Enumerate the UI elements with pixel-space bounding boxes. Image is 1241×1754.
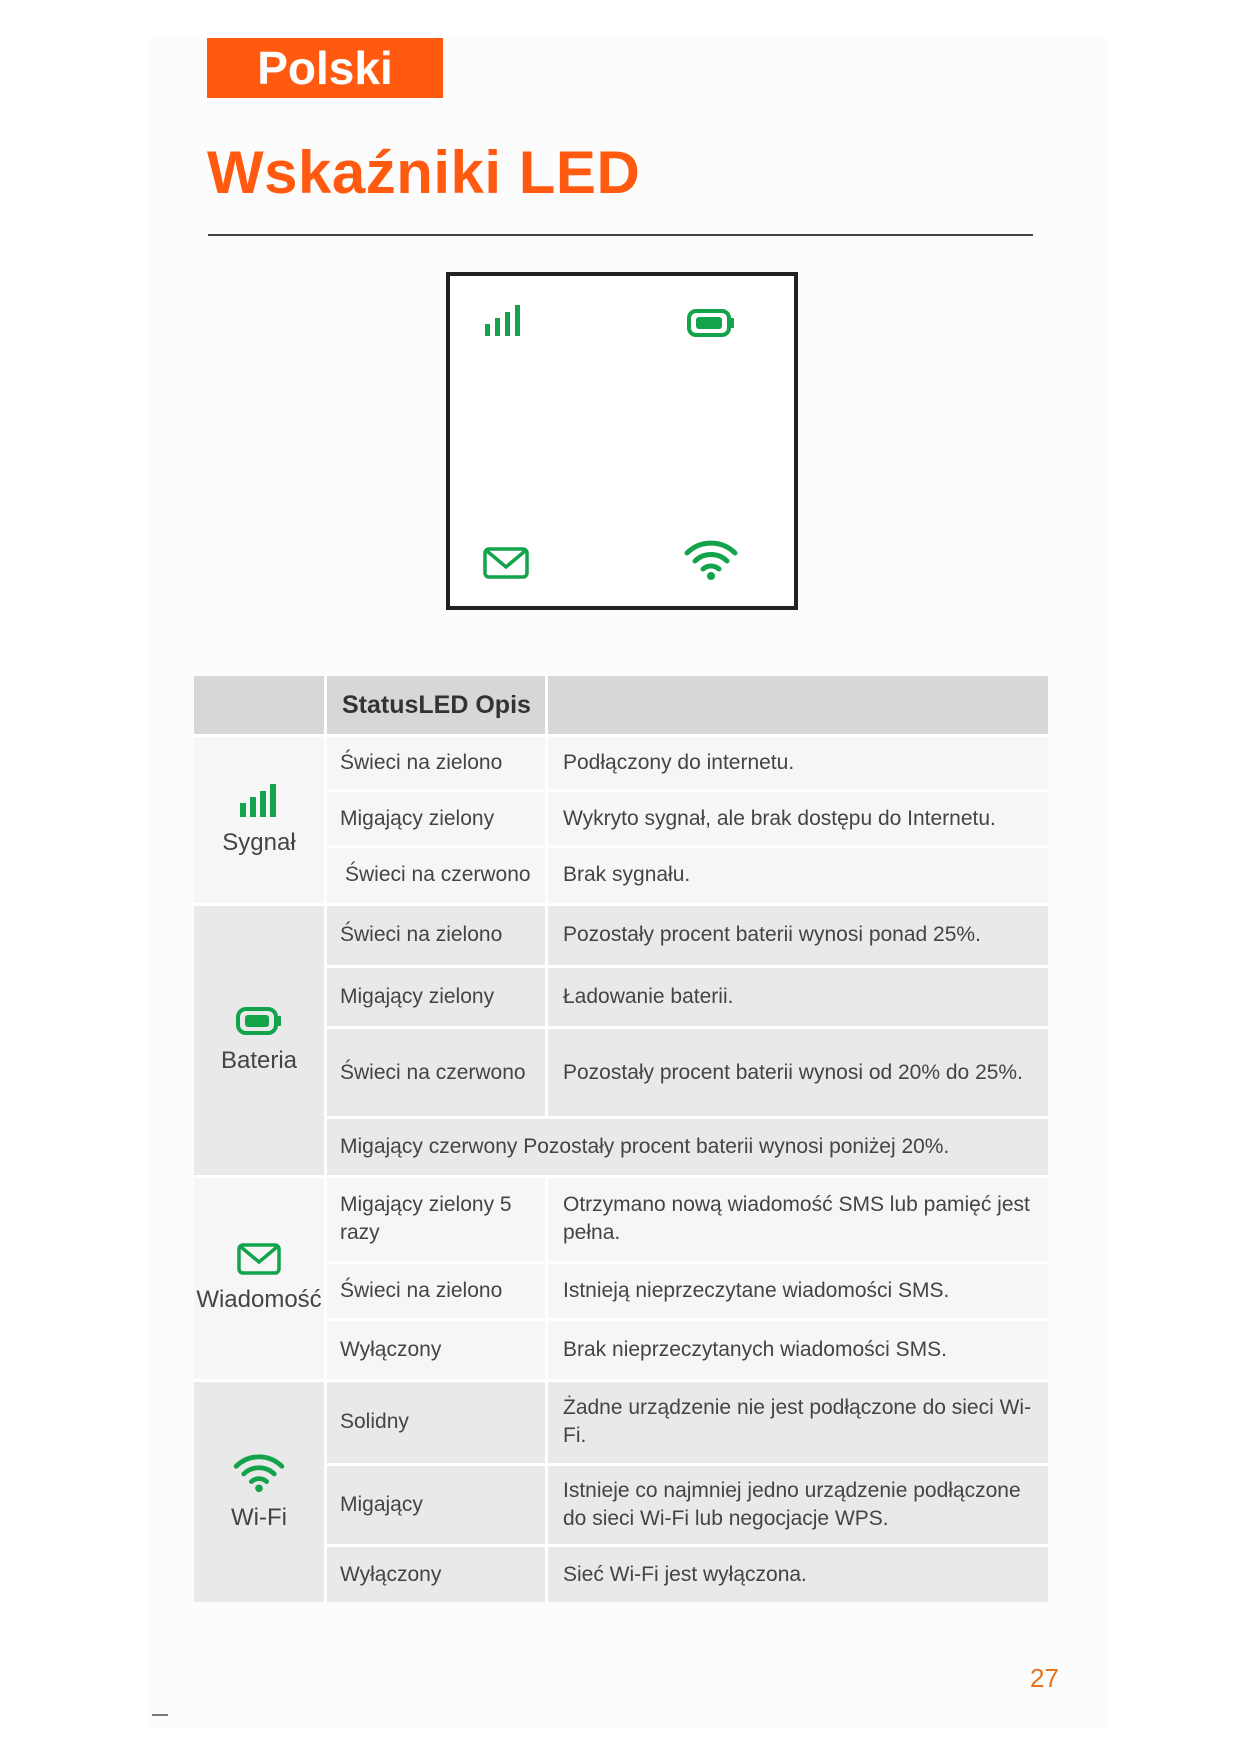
spanned-status-description-cell <box>324 1116 1048 1175</box>
table-row <box>194 1175 1048 1261</box>
signal-bars-icon <box>239 783 279 819</box>
led-status-table <box>194 676 1048 1602</box>
status-cell: Solidny <box>324 1379 545 1463</box>
category-signal <box>194 734 324 903</box>
description-cell: Pozostały procent baterii wynosi od 20% do 25%. <box>545 1026 1048 1116</box>
device-led-diagram <box>446 272 798 610</box>
description-cell: Brak sygnału. <box>545 845 1048 903</box>
battery-icon <box>235 1005 283 1037</box>
table-header-row <box>194 676 1048 734</box>
description-cell: Żadne urządzenie nie jest podłączone do sieci Wi-Fi. <box>545 1379 1048 1463</box>
table-header-status-led-opis: StatusLED Opis <box>324 676 545 734</box>
category-label: Sygnał <box>222 828 296 856</box>
signal-bars-icon <box>484 304 526 340</box>
description-cell: Istnieje co najmniej jedno urządzenie podłączone do sieci Wi-Fi lub negocjacje WPS. <box>545 1463 1048 1545</box>
status-cell: Migający zielony <box>324 965 545 1026</box>
page-title: Wskaźniki LED <box>207 139 641 206</box>
category-label: Bateria <box>220 1047 298 1075</box>
description-cell: Istnieją nieprzeczytane wiadomości SMS. <box>545 1261 1048 1319</box>
status-cell: Świeci na czerwono <box>324 1026 545 1116</box>
description-cell: Otrzymano nową wiadomość SMS lub pamięć jest pełna. <box>545 1175 1048 1261</box>
description-cell: Sieć Wi-Fi jest wyłączona. <box>545 1544 1048 1602</box>
footer-mark <box>152 1714 168 1716</box>
title-divider <box>208 234 1033 236</box>
page-number: 27 <box>1030 1663 1059 1693</box>
category-message <box>194 1175 324 1379</box>
envelope-icon <box>482 546 530 580</box>
category-label: Wi-Fi <box>231 1503 287 1531</box>
language-badge: Polski <box>207 38 443 98</box>
wifi-icon <box>232 1452 286 1494</box>
description-cell: Podłączony do internetu. <box>545 734 1048 789</box>
category-label: Wiadomość <box>196 1286 322 1314</box>
description-cell: Wykryto sygnał, ale brak dostępu do Internetu. <box>545 789 1048 844</box>
category-wifi <box>194 1379 324 1602</box>
battery-icon <box>686 308 736 338</box>
table-row <box>194 1379 1048 1463</box>
description-cell: Ładowanie baterii. <box>545 965 1048 1026</box>
status-text: Migający czerwony <box>340 1134 518 1158</box>
envelope-icon <box>236 1242 282 1276</box>
status-cell: Świeci na czerwono <box>324 845 545 903</box>
description-text: Pozostały procent baterii wynosi poniżej 20%. <box>523 1134 950 1158</box>
table-header-empty <box>545 676 1048 734</box>
description-cell: Brak nieprzeczytanych wiadomości SMS. <box>545 1318 1048 1379</box>
status-cell: Migający zielony <box>324 789 545 844</box>
status-cell: Migający zielony 5 razy <box>324 1175 545 1261</box>
status-cell: Migający <box>324 1463 545 1545</box>
status-cell: Wyłączony <box>324 1544 545 1602</box>
status-cell: Świeci na zielono <box>324 903 545 966</box>
status-cell: Świeci na zielono <box>324 1261 545 1319</box>
status-cell: Wyłączony <box>324 1318 545 1379</box>
table-header-blank <box>194 676 324 734</box>
wifi-icon <box>684 538 738 582</box>
description-cell: Pozostały procent baterii wynosi ponad 25%. <box>545 903 1048 966</box>
status-cell: Świeci na zielono <box>324 734 545 789</box>
table-row <box>194 734 1048 789</box>
table-row <box>194 903 1048 966</box>
category-battery <box>194 903 324 1175</box>
